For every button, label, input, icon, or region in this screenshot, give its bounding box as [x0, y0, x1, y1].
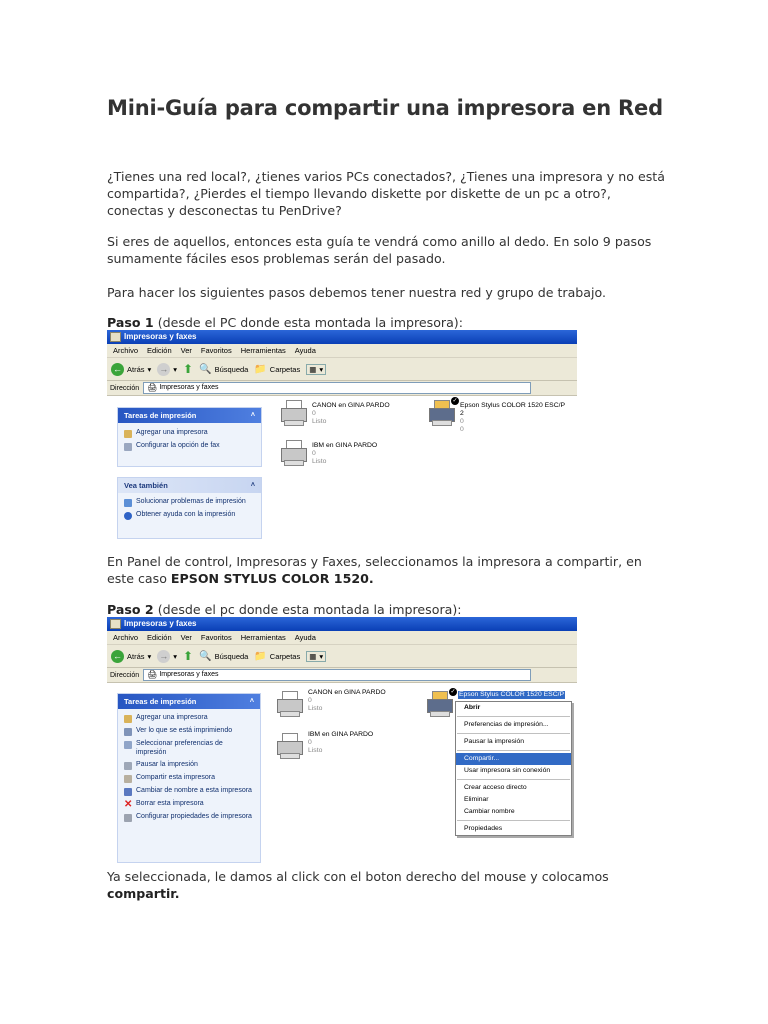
menu-herramientas[interactable]: Herramientas [240, 633, 286, 642]
step1-desc-text: En Panel de control, Impresoras y Faxes, seleccionamos la impresora a compartir, en este caso [107, 554, 642, 586]
folders-label: Carpetas [269, 651, 301, 661]
preferences-icon [124, 741, 132, 749]
back-button[interactable]: ← Atrás ▾ [113, 650, 152, 661]
add-printer-icon [124, 715, 132, 723]
printer-folder-icon [110, 619, 121, 629]
search-button[interactable] [199, 364, 248, 375]
menu-item-properties[interactable]: Propiedades [464, 825, 503, 832]
window-content [107, 683, 577, 865]
step2-heading [107, 601, 667, 618]
window-titlebar [107, 330, 577, 344]
task-view-printing[interactable] [118, 725, 260, 738]
task-delete[interactable] [118, 798, 260, 811]
views-button[interactable]: ▦ ▾ [306, 651, 326, 662]
screenshot-step1 [107, 330, 577, 542]
screenshot-step2 [107, 617, 577, 865]
forward-arrow-icon: → [159, 650, 169, 661]
printer-canon[interactable] [275, 689, 386, 717]
fax-icon [124, 443, 132, 451]
views-icon: ▦ [309, 651, 317, 661]
task-rename[interactable] [118, 785, 260, 798]
step1-label: Paso 1 [107, 315, 154, 330]
printer-ibm[interactable] [279, 438, 377, 466]
menu-ayuda[interactable]: Ayuda [294, 633, 316, 642]
task-label: Compartir esta impresora [136, 774, 215, 781]
address-bar [107, 381, 577, 396]
printer-canon[interactable] [279, 398, 390, 426]
window-title: Impresoras y faxes [124, 332, 197, 341]
collapse-icon: ˄ [249, 698, 254, 705]
see-get-help[interactable] [118, 509, 261, 522]
address-field[interactable] [143, 669, 531, 681]
see-label: Obtener ayuda con la impresión [136, 511, 236, 518]
menu-herramientas[interactable]: Herramientas [240, 346, 286, 355]
printer-docs: 0 [312, 450, 316, 457]
task-label: Cambiar de nombre a esta impresora [136, 787, 252, 794]
menu-separator [457, 733, 570, 734]
task-label: Agregar una impresora [136, 714, 208, 721]
printer-epson[interactable] [427, 398, 570, 434]
printer-name: CANON en GINA PARDO [312, 402, 390, 409]
collapse-icon: ˄ [250, 412, 255, 419]
task-add-printer[interactable] [118, 712, 260, 725]
printer-icon [275, 731, 303, 759]
third-paragraph: Para hacer los siguientes pasos debemos tener nuestra red y grupo de trabajo. [107, 285, 606, 300]
menu-item-share[interactable]: Compartir... [456, 753, 571, 765]
delete-x-icon: ✕ [124, 799, 133, 810]
see-also-panel [117, 477, 262, 539]
see-label: Solucionar problemas de impresión [136, 498, 246, 505]
views-button[interactable]: ▦ ▾ [306, 364, 326, 375]
step2-desc-bold: compartir. [107, 886, 180, 901]
menu-separator [457, 716, 570, 717]
printer-name: Epson Stylus COLOR 1520 ESC/P 2 [460, 402, 565, 417]
printer-name: IBM en GINA PARDO [308, 731, 374, 738]
back-arrow-icon: ← [113, 650, 122, 661]
back-label: Atrás [127, 651, 145, 661]
menu-separator [457, 750, 570, 751]
menu-ver[interactable]: Ver [180, 633, 192, 642]
menu-ayuda[interactable]: Ayuda [294, 346, 316, 355]
default-check-icon: ✓ [450, 689, 456, 695]
properties-icon [124, 814, 132, 822]
back-button[interactable]: ← Atrás ▾ [113, 363, 152, 374]
question-icon [124, 512, 132, 520]
see-also-title: Vea también [124, 481, 168, 490]
search-icon: 🔍 [199, 363, 212, 375]
menu-item-preferences[interactable]: Preferencias de impresión... [464, 721, 549, 728]
menu-item-open[interactable]: Abrir [464, 704, 481, 711]
up-folder-button[interactable] [183, 649, 193, 663]
help-icon [124, 499, 132, 507]
page-title: Mini-Guía para compartir una impresora en Red [107, 96, 663, 120]
print-tasks-header[interactable] [118, 694, 260, 709]
printer-icon [279, 438, 307, 466]
folders-button[interactable] [254, 651, 300, 662]
back-arrow-icon: ← [113, 363, 122, 374]
address-label: Dirección [110, 384, 140, 392]
step2-note: (desde el pc donde esta montada la impresora): [153, 602, 462, 617]
menu-item-rename[interactable]: Cambiar nombre [464, 808, 515, 815]
step1-description [107, 553, 667, 587]
printer-status: Listo [312, 418, 327, 425]
print-tasks-panel [117, 407, 262, 467]
add-printer-icon [124, 430, 132, 438]
second-paragraph: Si eres de aquellos, entonces esta guía te vendrá como anillo al dedo. En solo 9 pasos sumamente fáciles esos problemas serán del pasado. [107, 234, 652, 266]
rename-icon [124, 788, 132, 796]
menubar [107, 344, 577, 358]
task-label: Seleccionar preferencias de impresión [136, 740, 223, 756]
address-value: Impresoras y faxes [159, 671, 219, 678]
printer-icon [275, 689, 303, 717]
up-folder-button[interactable] [183, 362, 193, 376]
address-field[interactable] [143, 382, 531, 394]
menu-archivo[interactable]: Archivo [113, 633, 139, 642]
printer-ibm[interactable] [275, 731, 373, 759]
task-add-printer[interactable] [118, 427, 261, 440]
step2-description [107, 868, 667, 902]
search-button[interactable] [199, 651, 248, 662]
window-title: Impresoras y faxes [124, 619, 197, 628]
forward-arrow-icon: → [159, 363, 169, 374]
menubar [107, 631, 577, 645]
menu-item-shortcut[interactable]: Crear acceso directo [464, 784, 527, 791]
task-label: Pausar la impresión [136, 761, 198, 768]
up-folder-icon: ⬆ [183, 649, 194, 663]
print-tasks-panel [117, 693, 261, 863]
toolbar [107, 358, 577, 381]
printer-folder-icon: 🖨 [147, 670, 158, 679]
forward-button[interactable]: → ▾ [159, 363, 178, 374]
task-label: Ver lo que se está imprimiendo [136, 727, 233, 734]
see-also-header[interactable] [118, 478, 261, 493]
views-icon: ▦ [309, 364, 317, 374]
step2-label: Paso 2 [107, 602, 154, 617]
step1-desc-bold: EPSON STYLUS COLOR 1520. [170, 571, 374, 586]
default-check-icon: ✓ [452, 398, 458, 404]
printer-name: CANON en GINA PARDO [308, 689, 386, 696]
task-share[interactable] [118, 772, 260, 785]
folders-label: Carpetas [269, 364, 301, 374]
printer-icon [427, 398, 458, 426]
menu-separator [457, 820, 570, 821]
menu-favoritos[interactable]: Favoritos [200, 346, 232, 355]
address-label: Dirección [110, 671, 140, 679]
printer-status: Listo [308, 747, 323, 754]
menu-archivo[interactable]: Archivo [113, 346, 139, 355]
up-folder-icon: ⬆ [183, 362, 194, 376]
printer-docs: 0 [312, 410, 316, 417]
print-tasks-title: Tareas de impresión [124, 697, 197, 706]
menu-item-offline[interactable]: Usar impresora sin conexión [464, 767, 551, 774]
print-tasks-header[interactable] [118, 408, 261, 423]
menu-edicion[interactable]: Edición [147, 633, 172, 642]
window-titlebar [107, 617, 577, 631]
menu-ver[interactable]: Ver [180, 346, 192, 355]
printer-status: Listo [312, 458, 327, 465]
printer-name: IBM en GINA PARDO [312, 442, 378, 449]
printer-icon [425, 689, 456, 717]
folder-icon: 📁 [254, 363, 267, 375]
task-label: Configurar la opción de fax [136, 442, 220, 449]
window-content [107, 396, 577, 542]
forward-button[interactable]: → ▾ [159, 650, 178, 661]
context-menu [455, 701, 572, 836]
share-icon [124, 775, 132, 783]
task-preferences[interactable] [118, 738, 260, 759]
search-icon: 🔍 [199, 650, 212, 662]
printer-status: Listo [308, 705, 323, 712]
task-label: Borrar esta impresora [136, 800, 204, 807]
step1-note: (desde el PC donde esta montada la impresora): [153, 315, 463, 330]
printer-icon [279, 398, 307, 426]
printer-docs: 0 [460, 418, 464, 425]
task-label: Agregar una impresora [136, 429, 208, 436]
address-bar [107, 668, 577, 683]
back-label: Atrás [127, 364, 145, 374]
see-troubleshoot[interactable] [118, 496, 261, 509]
search-label: Búsqueda [214, 651, 249, 661]
collapse-icon: ˄ [250, 482, 255, 489]
pause-icon [124, 762, 132, 770]
printer-docs: 0 [308, 697, 312, 704]
menu-item-delete[interactable]: Eliminar [464, 796, 489, 803]
folder-icon: 📁 [254, 650, 267, 662]
task-properties[interactable] [118, 811, 260, 824]
address-value: Impresoras y faxes [159, 384, 219, 391]
printer-docs: 0 [308, 739, 312, 746]
task-pause[interactable] [118, 759, 260, 772]
task-configure-fax[interactable] [118, 440, 261, 453]
toolbar [107, 645, 577, 668]
step2-desc-text: Ya seleccionada, le damos al click con el boton derecho del mouse y colocamos [107, 869, 609, 884]
printer-status: 0 [460, 426, 464, 433]
printer-folder-icon: 🖨 [147, 383, 158, 392]
search-label: Búsqueda [214, 364, 249, 374]
print-tasks-title: Tareas de impresión [124, 411, 197, 420]
task-label: Configurar propiedades de impresora [136, 813, 252, 820]
intro-paragraph: ¿Tienes una red local?, ¿tienes varios PCs conectados?, ¿Tienes una impresora y no está compartida?, ¿Pierdes el tiempo llevando diskette por diskette de un pc a otro?, conectas y desconectas tu PenDrive? [107, 169, 665, 218]
menu-separator [457, 779, 570, 780]
menu-edicion[interactable]: Edición [147, 346, 172, 355]
printer-folder-icon [110, 332, 121, 342]
menu-favoritos[interactable]: Favoritos [200, 633, 232, 642]
print-queue-icon [124, 728, 132, 736]
printer-name: Epson Stylus COLOR 1520 ESC/P [459, 691, 565, 698]
menu-item-pause[interactable]: Pausar la impresión [464, 738, 525, 745]
step1-heading [107, 314, 667, 331]
folders-button[interactable] [254, 364, 300, 375]
